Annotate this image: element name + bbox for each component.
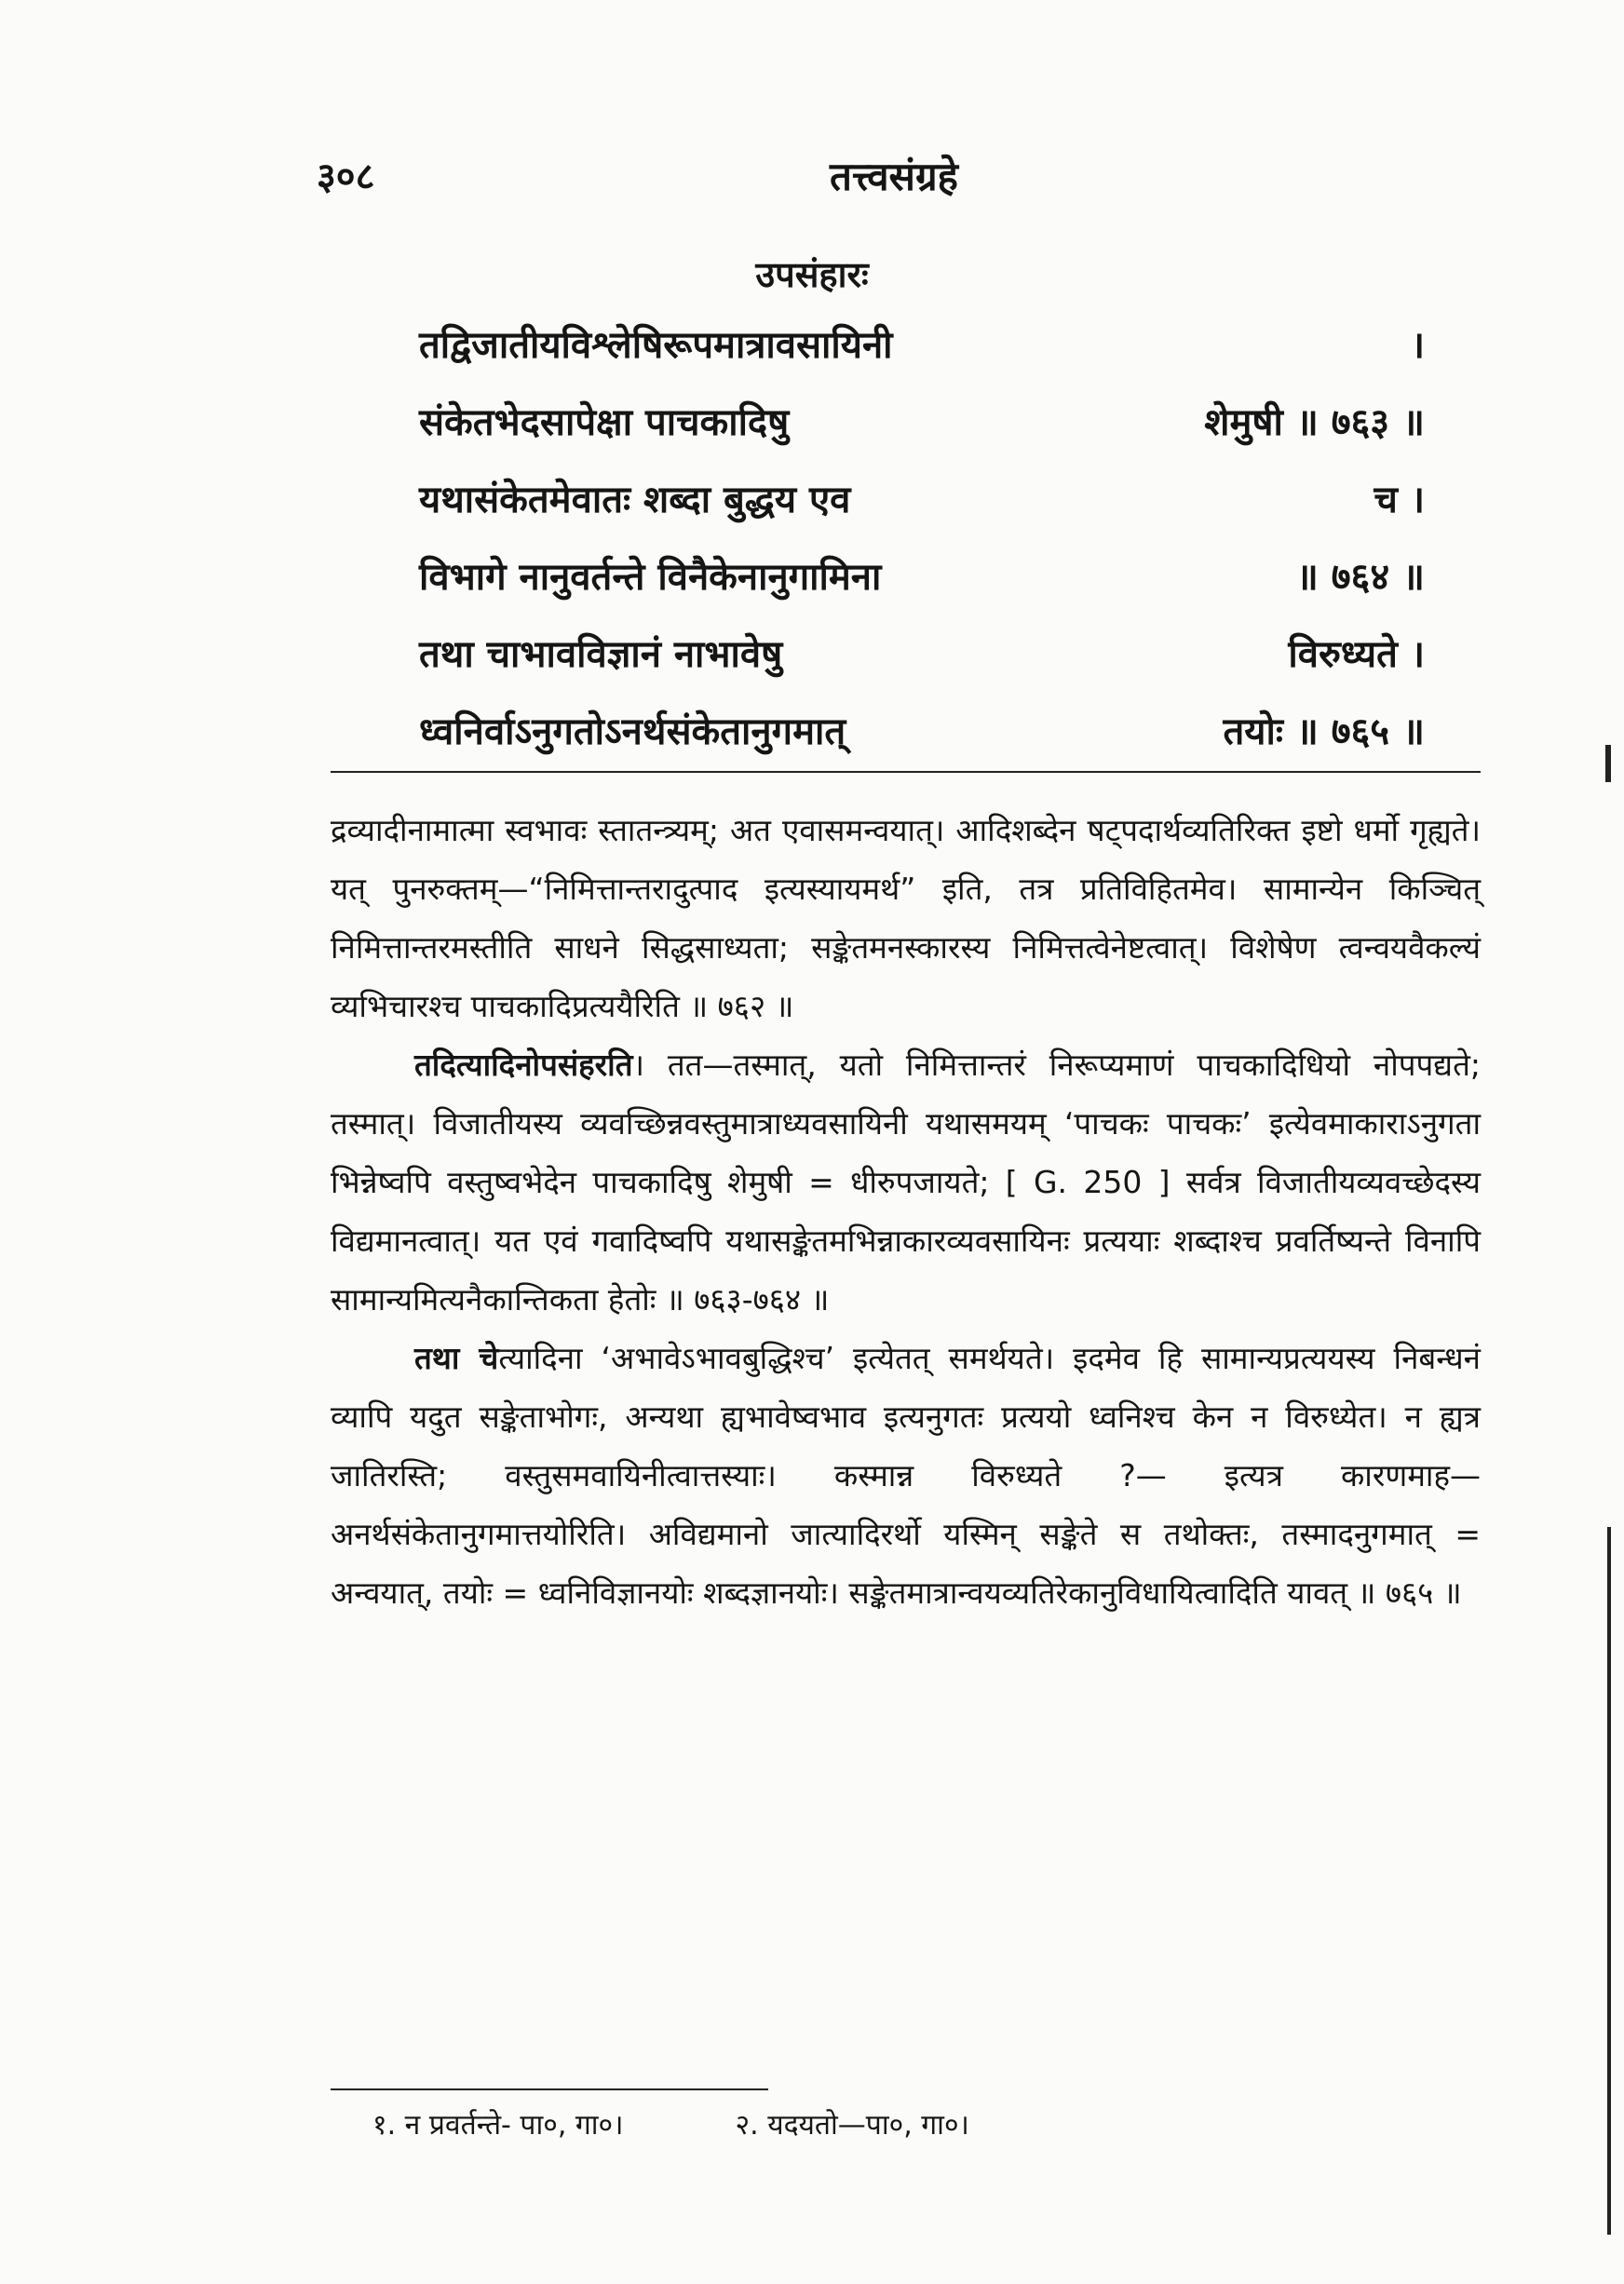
- verse-block: [419, 307, 1425, 771]
- scan-edge-mark: [1605, 745, 1611, 782]
- footnote: १. न प्रवर्तन्ते- पा०, गा०।: [372, 2109, 624, 2142]
- commentary-paragraph: [331, 1035, 1481, 1329]
- commentary-paragraph: [331, 1329, 1481, 1622]
- verse-divider: [331, 771, 1481, 773]
- commentary-text: त्यादिना ‘अभावेऽभावबुद्धिश्च’ इत्येतत् समर्थयते। इदमेव हि सामान्यप्रत्ययस्य निबन्धनं व्यापि यदुत सङ्केताभोगः, अन्यथा ह्यभावेष्वभाव इत्यनुगतः प्रत्ययो ध्वनिश्च केन न विरुध्येत। न ह्यत्र जातिरस्ति; वस्तुसमवायिनीत्वात्तस्याः। कस्मान्न विरुध्यते ?— इत्यत्र कारणमाह— अनर्थसंकेतानुगमात्तयोरिति। अविद्यमानो जात्यादिरर्थो यस्मिन् सङ्केते स तथोक्तः, तस्मादनुगमात् = अन्वयात्, तयोः = ध्वनिविज्ञानयोः शब्दज्ञानयोः। सङ्केतमात्रान्वयव्यतिरेकानुविधायित्वादिति यावत् ॥ ७६५ ॥: [331, 1340, 1481, 1611]
- commentary-text: । तत—तस्मात्, यतो निमित्तान्तरं निरूप्यमाणं पाचकादिधियो नोपपद्यते; तस्मात्। विजातीयस्य व्यवच्छिन्नवस्तुमात्राध्यवसायिनी यथासमयम् ‘पाचकः पाचकः’ इत्येवमाकाराऽनुगता भिन्नेष्वपि वस्तुष्वभेदेन पाचकादिषु शेमुषी = धीरुपजायते; [ G. 250 ] सर्वत्र विजातीयव्यवच्छेदस्य विद्यमानत्वात्। यत एवं गवादिष्वपि यथासङ्केतमभिन्नाकारव्यवसायिनः प्रत्ययाः शब्दाश्च प्रवर्तिष्यन्ते विनापि सामान्यमित्यनैकान्तिकता हेतोः ॥ ७६३-७६४ ॥: [331, 1047, 1481, 1318]
- footnote: २. यदयतो—पा०, गा०।: [735, 2109, 969, 2142]
- verse-end: च ।: [1374, 479, 1425, 521]
- verse-end: ॥ ७६४ ॥: [1295, 556, 1425, 599]
- verse-text: संकेतभेदसापेक्षा पाचकादिषु: [419, 401, 790, 444]
- page-number: ३०८: [317, 155, 375, 198]
- verse-line: [419, 694, 1425, 771]
- commentary-paragraph: द्रव्यादीनामात्मा स्वभावः स्तातन्त्र्यम्; अत एवासमन्वयात्। आदिशब्देन षट्पदार्थव्यतिरिक्त इष्टो धर्मो गृह्यते। यत् पुनरुक्तम्—“निमित्तान्तरादुत्पाद इत्यस्यायमर्थ” इति, तत्र प्रतिविहितमेव। सामान्येन किञ्चित् निमित्तान्तरमस्तीति साधने सिद्धसाध्यता; सङ्केतमनस्कारस्य निमित्तत्वेनेष्टत्वात्। विशेषेण त्वन्वयवैकल्यं व्यभिचारश्च पाचकादिप्रत्ययैरिति ॥ ७६२ ॥: [331, 812, 1481, 1024]
- verse-line: [419, 462, 1425, 539]
- verse-line: [419, 616, 1425, 694]
- verse-text: ध्वनिर्वाऽनुगतोऽनर्थसंकेतानुगमात्: [419, 710, 846, 753]
- commentary: [331, 801, 1481, 1622]
- verse-text: तथा चाभावविज्ञानं नाभावेषु: [419, 633, 783, 676]
- verse-end: ।: [1410, 324, 1425, 367]
- verse-end: तयोः ॥ ७६५ ॥: [1223, 710, 1425, 753]
- verse-text: तद्विजातीयविश्लेषिरूपमात्रावसायिनी: [419, 324, 893, 367]
- section-title: उपसंहारः: [755, 254, 869, 295]
- verse-line: [419, 385, 1425, 462]
- verse-text: यथासंकेतमेवातः शब्दा बुद्धय एव: [419, 479, 851, 521]
- verse-end: शेमुषी ॥ ७६३ ॥: [1204, 401, 1425, 444]
- verse-line: [419, 307, 1425, 385]
- page-header: [317, 149, 1471, 205]
- footnote-divider: [331, 2088, 768, 2090]
- commentary-keyword: तथा चे: [414, 1340, 499, 1376]
- verse-end: विरुध्यते ।: [1288, 633, 1425, 676]
- running-head: तत्त्वसंग्रहे: [830, 154, 958, 199]
- verse-line: [419, 539, 1425, 616]
- scan-edge-mark: [1607, 1527, 1611, 2235]
- verse-text: विभागे नानुवर्तन्ते विनैकेनानुगामिना: [419, 556, 882, 599]
- footnotes: [372, 2102, 1425, 2149]
- commentary-keyword: तदित्यादिनोपसंहरति: [414, 1047, 633, 1083]
